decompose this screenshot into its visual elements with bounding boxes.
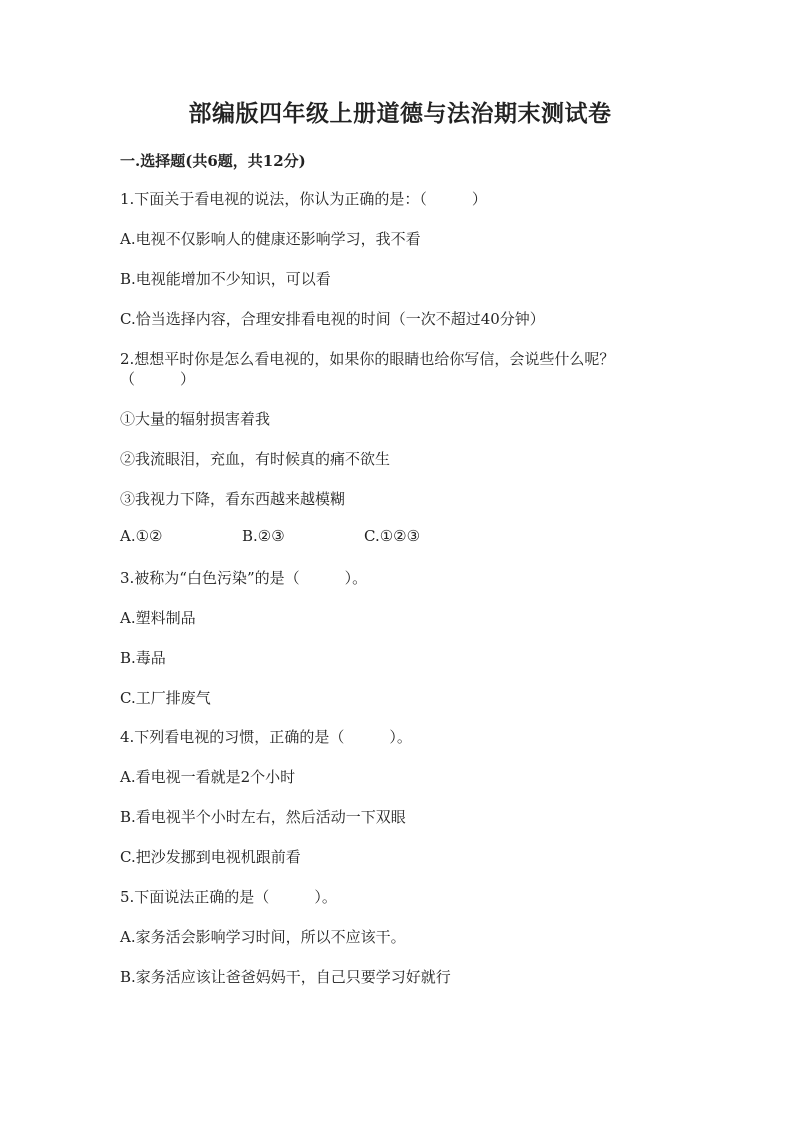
question-2-option-c: C.①②③: [364, 527, 421, 545]
page-title: 部编版四年级上册道德与法治期末测试卷: [188, 100, 612, 127]
question-5-stem: 5.下面说法正确的是（ ）。: [120, 888, 337, 906]
question-1-option-b: B.电视能增加不少知识，可以看: [120, 270, 331, 288]
question-5-option-b: B.家务活应该让爸爸妈妈干，自己只要学习好就行: [120, 968, 451, 986]
question-2-statement-3: ③我视力下降，看东西越来越模糊: [120, 490, 346, 508]
question-3-option-b: B.毒品: [120, 649, 166, 667]
question-4-option-b: B.看电视半个小时左右，然后活动一下双眼: [120, 808, 406, 826]
question-2-statement-1: ①大量的辐射损害着我: [120, 410, 271, 428]
question-2-option-a: A.①②: [120, 527, 163, 545]
question-3-option-a: A.塑料制品: [120, 609, 196, 627]
question-4-stem: 4.下列看电视的习惯，正确的是（ ）。: [120, 728, 412, 746]
question-3-option-c: C.工厂排废气: [120, 689, 211, 707]
question-4-option-c: C.把沙发挪到电视机跟前看: [120, 848, 301, 866]
question-2-stem: 2.想想平时你是怎么看电视的，如果你的眼睛也给你写信，会说些什么呢？: [120, 350, 615, 368]
question-5-option-a: A.家务活会影响学习时间，所以不应该干。: [120, 928, 406, 946]
question-1-option-a: A.电视不仅影响人的健康还影响学习，我不看: [120, 230, 421, 248]
question-2-stem-cont: （ ）: [120, 370, 196, 388]
question-4-option-a: A.看电视一看就是2个小时: [120, 768, 296, 786]
question-1-option-c: C.恰当选择内容，合理安排看电视的时间（一次不超过40分钟）: [120, 310, 545, 328]
section-heading: 一.选择题(共6题，共12分): [120, 152, 306, 170]
question-2-statement-2: ②我流眼泪，充血，有时候真的痛不欲生: [120, 450, 391, 468]
question-3-stem: 3.被称为“白色污染”的是（ ）。: [120, 569, 368, 587]
question-2-option-b: B.②③: [242, 527, 285, 545]
question-1-stem: 1.下面关于看电视的说法，你认为正确的是：（ ）: [120, 190, 487, 208]
